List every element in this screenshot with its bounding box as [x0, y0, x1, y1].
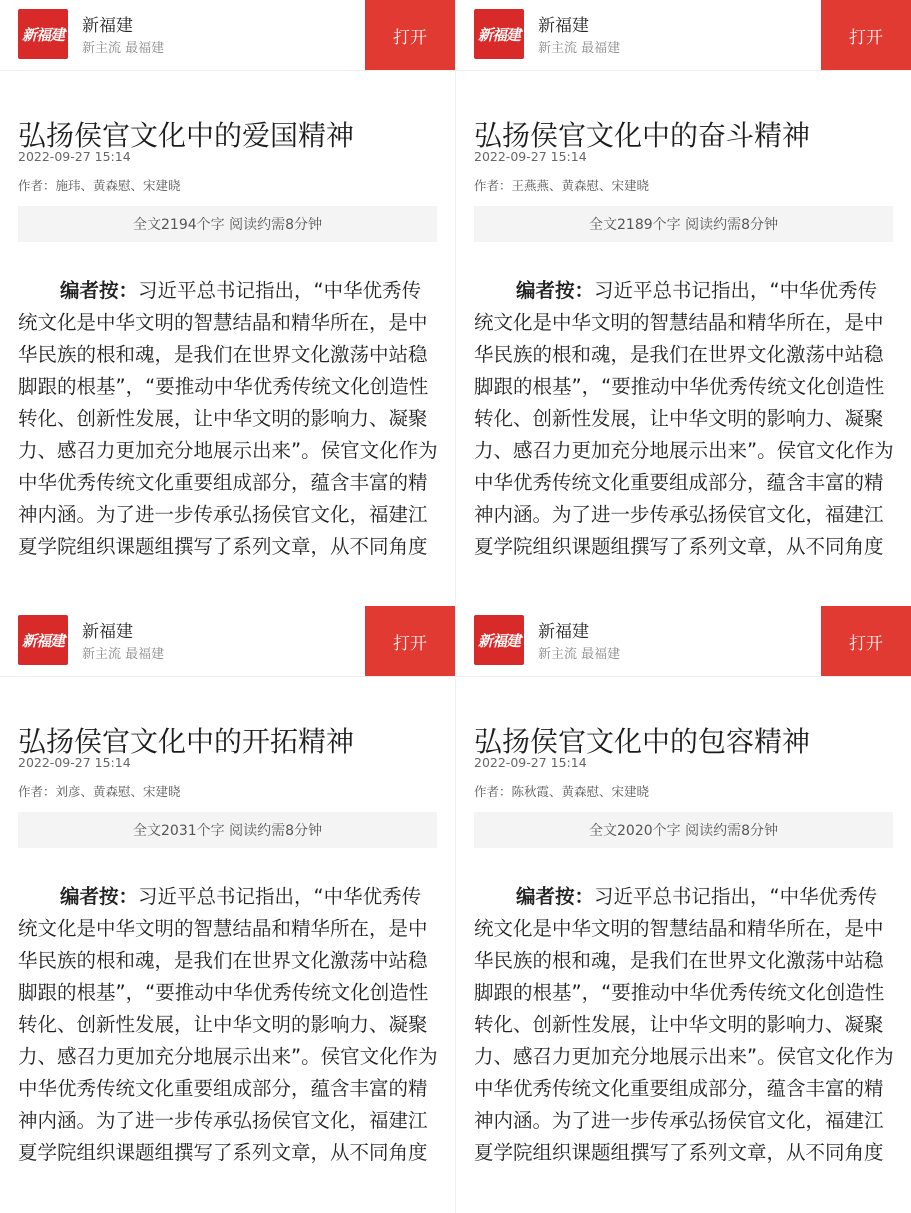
app-banner — [456, 0, 911, 71]
open-app-button[interactable]: 打开 — [365, 606, 455, 676]
article-panel-1 — [0, 0, 455, 606]
editor-note-label: 编者按： — [60, 885, 139, 908]
article-body — [18, 881, 438, 1169]
article-date: 2022-09-27 15:14 — [18, 755, 131, 770]
article-date: 2022-09-27 15:14 — [474, 149, 587, 164]
article-panel-3 — [0, 606, 455, 1213]
wordcount-bar: 全文2031个字 阅读约需8分钟 — [18, 812, 437, 848]
app-slogan: 新主流 最福建 — [82, 647, 165, 662]
app-slogan: 新主流 最福建 — [538, 41, 621, 56]
app-logo-text: 新福建 — [477, 631, 520, 650]
app-slogan: 新主流 最福建 — [538, 647, 621, 662]
editor-note-text: 习近平总书记指出，“中华优秀传统文化是中华文明的智慧结晶和精华所在，是中华民族的根和魂，是我们在世界文化激荡中站稳脚跟的根基”，“要推动中华优秀传统文化创造性转化、创新性发展，让中华文明的影响力、凝聚力、感召力更加充分地展示出来”。侯官文化作为中华优秀传统文化重要组成部分，蕴含丰富的精神内涵。为了进一步传承弘扬侯官文化，福建江夏学院组织课题组撰写了系列文章，从不同角度 — [18, 279, 438, 558]
app-name: 新福建 — [538, 622, 589, 642]
article-author: 作者：陈秋霞、黄森慰、宋建晓 — [474, 784, 650, 799]
article-body — [474, 881, 894, 1169]
article-title: 弘扬侯官文化中的开拓精神 — [18, 724, 355, 758]
app-logo-text: 新福建 — [21, 25, 64, 44]
wordcount-bar: 全文2189个字 阅读约需8分钟 — [474, 206, 893, 242]
article-date: 2022-09-27 15:14 — [474, 755, 587, 770]
editor-note-text: 习近平总书记指出，“中华优秀传统文化是中华文明的智慧结晶和精华所在，是中华民族的根和魂，是我们在世界文化激荡中站稳脚跟的根基”，“要推动中华优秀传统文化创造性转化、创新性发展，让中华文明的影响力、凝聚力、感召力更加充分地展示出来”。侯官文化作为中华优秀传统文化重要组成部分，蕴含丰富的精神内涵。为了进一步传承弘扬侯官文化，福建江夏学院组织课题组撰写了系列文章，从不同角度 — [474, 279, 894, 558]
wordcount-bar: 全文2194个字 阅读约需8分钟 — [18, 206, 437, 242]
app-logo-text: 新福建 — [21, 631, 64, 650]
article-body — [18, 275, 438, 563]
article-author: 作者：施玮、黄森慰、宋建晓 — [18, 178, 181, 193]
editor-note-label: 编者按： — [516, 885, 595, 908]
wordcount-bar: 全文2020个字 阅读约需8分钟 — [474, 812, 893, 848]
open-app-button[interactable]: 打开 — [821, 0, 911, 70]
editor-note-text: 习近平总书记指出，“中华优秀传统文化是中华文明的智慧结晶和精华所在，是中华民族的根和魂，是我们在世界文化激荡中站稳脚跟的根基”，“要推动中华优秀传统文化创造性转化、创新性发展，让中华文明的影响力、凝聚力、感召力更加充分地展示出来”。侯官文化作为中华优秀传统文化重要组成部分，蕴含丰富的精神内涵。为了进一步传承弘扬侯官文化，福建江夏学院组织课题组撰写了系列文章，从不同角度 — [18, 885, 438, 1164]
article-date: 2022-09-27 15:14 — [18, 149, 131, 164]
app-logo — [18, 9, 68, 59]
article-body — [474, 275, 894, 563]
open-app-button[interactable]: 打开 — [365, 0, 455, 70]
editor-note-text: 习近平总书记指出，“中华优秀传统文化是中华文明的智慧结晶和精华所在，是中华民族的根和魂，是我们在世界文化激荡中站稳脚跟的根基”，“要推动中华优秀传统文化创造性转化、创新性发展，让中华文明的影响力、凝聚力、感召力更加充分地展示出来”。侯官文化作为中华优秀传统文化重要组成部分，蕴含丰富的精神内涵。为了进一步传承弘扬侯官文化，福建江夏学院组织课题组撰写了系列文章，从不同角度 — [474, 885, 894, 1164]
article-title: 弘扬侯官文化中的奋斗精神 — [474, 118, 811, 152]
app-logo — [18, 615, 68, 665]
open-app-button[interactable]: 打开 — [821, 606, 911, 676]
editor-note-label: 编者按： — [516, 279, 595, 302]
app-slogan: 新主流 最福建 — [82, 41, 165, 56]
app-logo — [474, 615, 524, 665]
app-banner — [0, 0, 455, 71]
editor-note-label: 编者按： — [60, 279, 139, 302]
app-name: 新福建 — [82, 622, 133, 642]
article-panel-4 — [455, 606, 911, 1213]
app-logo — [474, 9, 524, 59]
article-author: 作者：刘彦、黄森慰、宋建晓 — [18, 784, 181, 799]
app-name: 新福建 — [538, 16, 589, 36]
article-title: 弘扬侯官文化中的爱国精神 — [18, 118, 355, 152]
article-title: 弘扬侯官文化中的包容精神 — [474, 724, 811, 758]
app-banner — [456, 606, 911, 677]
app-name: 新福建 — [82, 16, 133, 36]
article-panel-2 — [455, 0, 911, 606]
app-banner — [0, 606, 455, 677]
app-logo-text: 新福建 — [477, 25, 520, 44]
article-author: 作者：王燕燕、黄森慰、宋建晓 — [474, 178, 650, 193]
